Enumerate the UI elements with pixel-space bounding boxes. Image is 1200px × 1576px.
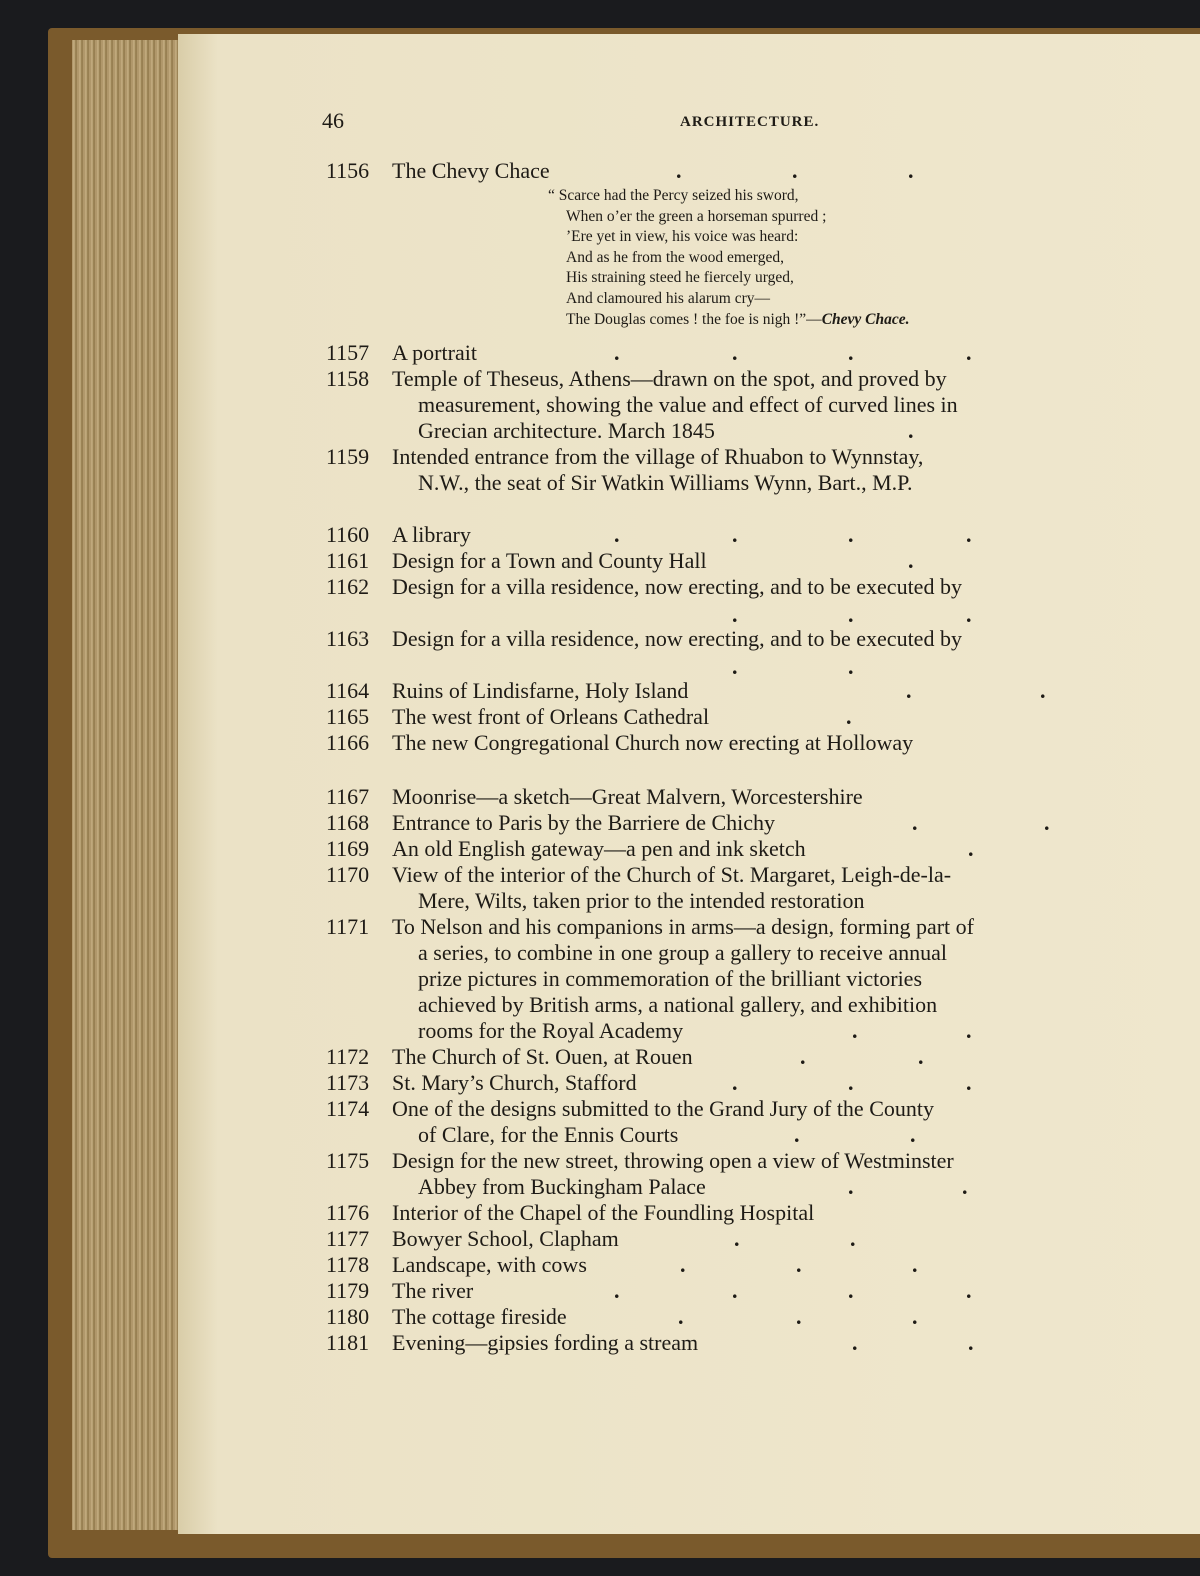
entry-title: Evening—gipsies fording a stream bbox=[392, 1330, 699, 1355]
verse-line: ’Ere yet in view, his voice was heard: bbox=[566, 228, 799, 246]
verse-text: The Douglas comes ! the foe is nigh !”— bbox=[566, 310, 822, 328]
page-content: 46 ARCHITECTURE. 1156 The Chevy Chace . . . “ Scarce had the Percy seized his sword, When o’er the green a horseman spurred ; ’Ere yet in view, his voice was heard: And as he from the wood emerged, His straining steed he fiercely urged, And clamoured his alarum cry— The Douglas comes ! the foe is nigh !”—Chevy Chace. 1157 A portrait . . . . 1158 Temple of Theseus, Athens—drawn on the spot, and proved by measurement, showing the value and effect of curved lines in Grecian architecture. March 1845 . 1159 Intended entrance from the village of Rhuabon to Wynnstay, N.W., the seat of Sir Watkin Williams Wynn, Bart., M.P. 1160 A library . . . . 1161 Design for a Town and County Hall . 1162 Design for a villa residence, now erecting, and to be executed by . . . 1163 Design for a villa residence, now erecting, and to be executed by . . 1164 Ruins of Lindisfarne, Holy Island . . 1165 The west front of Orleans Cathedral . 1166 The new Congregational Church now erecting at Holloway 1167 Moonrise—a sketch—Great Malvern, Worcestershire 1168 Entrance to Paris by the Barriere de Chichy . . 1169 An old English gateway—a pen and ink sketch . 1170 View of the interior of the Church of St. Margaret, Leigh-de-la- Mere, Wilts, taken prior to the intended restoration 1171 To Nelson and his companions in arms—a design, forming part of a series, to combine in one group a gallery to receive annual prize pictures in commemoration of the brilliant victories achieved by British arms, a national gallery, and exhibition rooms for the Royal Academy . . 1172 The Church of St. Ouen, at Rouen . . 1173 St. Mary’s Church, Stafford . . . 1174 One of the designs submitted to the Grand Jury of the County of Clare, for the Ennis Courts . . 1175 Design for the new street, throwing open a view of Westminster Abbey from Buckingham Palace . . 1176 Interior of the Chapel of the Foundling Hospital 1177 Bowyer School, Clapham . . 1178 Landscape, with cows . . . 1179 The river . . . . 1180 The cottage fireside . . . 1181 Evening—gipsies fording a stream . . bbox=[322, 108, 1050, 1355]
entry-title: Ruins of Lindisfarne, Holy Island bbox=[392, 678, 689, 703]
entry-title-continuation: N.W., the seat of Sir Watkin Williams Wynn, Bart., M.P. bbox=[418, 470, 913, 495]
entry-title: One of the designs submitted to the Grand Jury of the County bbox=[392, 1096, 934, 1121]
verse-line: And clamoured his alarum cry— bbox=[566, 289, 771, 307]
entry-title: The Chevy Chace bbox=[392, 158, 550, 183]
entry-title: Bowyer School, Clapham bbox=[392, 1226, 619, 1251]
entry-number: 1176 bbox=[326, 1200, 370, 1225]
verse-line: “ Scarce had the Percy seized his sword, bbox=[548, 187, 799, 204]
entry-title: A portrait bbox=[392, 340, 477, 365]
entry-number: 1173 bbox=[326, 1070, 370, 1095]
entry-number: 1162 bbox=[326, 574, 370, 599]
entry-title: An old English gateway—a pen and ink sketch bbox=[392, 836, 806, 861]
entry-title: The river bbox=[392, 1278, 474, 1303]
entry-title-continuation: rooms for the Royal Academy bbox=[418, 1018, 684, 1043]
entry-title: Entrance to Paris by the Barriere de Chichy bbox=[392, 810, 776, 835]
entry-title: Intended entrance from the village of Rhuabon to Wynnstay, bbox=[392, 444, 924, 469]
entry-number: 1181 bbox=[326, 1330, 370, 1355]
entry-title: The new Congregational Church now erecting at Holloway bbox=[392, 730, 914, 755]
verse-line: When o’er the green a horseman spurred ; bbox=[566, 207, 827, 225]
verse-line: His straining steed he fiercely urged, bbox=[566, 269, 794, 287]
entry-title: St. Mary’s Church, Stafford bbox=[392, 1070, 637, 1095]
entry-number: 1170 bbox=[326, 862, 370, 887]
entry-title: Temple of Theseus, Athens—drawn on the spot, and proved by bbox=[392, 366, 947, 391]
running-head: ARCHITECTURE. bbox=[680, 114, 820, 130]
entry-number: 1157 bbox=[326, 340, 370, 365]
entry-title-continuation: Abbey from Buckingham Palace bbox=[418, 1174, 706, 1199]
entry-title: The cottage fireside bbox=[392, 1304, 567, 1329]
entry-title: Interior of the Chapel of the Foundling Hospital bbox=[392, 1200, 815, 1225]
entry-number: 1164 bbox=[326, 678, 370, 703]
entry-number: 1156 bbox=[326, 158, 370, 183]
entry-title: Design for a Town and County Hall bbox=[392, 548, 707, 573]
page-number: 46 bbox=[322, 108, 344, 133]
entry-number: 1169 bbox=[326, 836, 370, 861]
entry-number: 1178 bbox=[326, 1252, 370, 1277]
entry-title-continuation: Grecian architecture. March 1845 bbox=[418, 418, 715, 443]
entry-title: The Church of St. Ouen, at Rouen bbox=[392, 1044, 693, 1069]
entry-number: 1168 bbox=[326, 810, 370, 835]
entry-number: 1175 bbox=[326, 1148, 370, 1173]
entry-number: 1167 bbox=[326, 784, 370, 809]
entry-title-continuation: achieved by British arms, a national gallery, and exhibition bbox=[418, 992, 938, 1017]
entry-title-continuation: prize pictures in commemoration of the brilliant victories bbox=[418, 966, 923, 991]
entry-number: 1158 bbox=[326, 366, 370, 391]
entry-number: 1174 bbox=[326, 1096, 370, 1121]
entry-number: 1166 bbox=[326, 730, 370, 755]
entry-number: 1180 bbox=[326, 1304, 370, 1329]
entry-title: Landscape, with cows bbox=[392, 1252, 587, 1277]
entry-title-continuation: Mere, Wilts, taken prior to the intended restoration bbox=[418, 888, 865, 913]
entry-title-continuation: a series, to combine in one group a gallery to receive annual bbox=[418, 940, 948, 965]
entry-title: Design for a villa residence, now erecting, and to be executed by bbox=[392, 626, 962, 651]
entry-number: 1159 bbox=[326, 444, 370, 469]
entry-title: The west front of Orleans Cathedral bbox=[392, 704, 710, 729]
entry-title: A library bbox=[392, 522, 471, 547]
entry-number: 1163 bbox=[326, 626, 370, 651]
entry-number: 1179 bbox=[326, 1278, 370, 1303]
entry-title: Design for a villa residence, now erecting, and to be executed by bbox=[392, 574, 962, 599]
entry-number: 1165 bbox=[326, 704, 370, 729]
entry-title: View of the interior of the Church of St. Margaret, Leigh-de-la- bbox=[392, 862, 952, 887]
entry-title: Design for the new street, throwing open a view of Westminster bbox=[392, 1148, 954, 1173]
entry-number: 1171 bbox=[326, 914, 370, 939]
entry-number: 1161 bbox=[326, 548, 370, 573]
entry-title: Moonrise—a sketch—Great Malvern, Worcestershire bbox=[392, 784, 863, 809]
entry-title-continuation: of Clare, for the Ennis Courts bbox=[418, 1122, 679, 1147]
entry-number: 1177 bbox=[326, 1226, 370, 1251]
entry-title-continuation: measurement, showing the value and effect of curved lines in bbox=[418, 392, 958, 417]
verse-line: And as he from the wood emerged, bbox=[566, 248, 784, 266]
entry-title: To Nelson and his companions in arms—a design, forming part of bbox=[392, 914, 974, 939]
entry-number: 1160 bbox=[326, 522, 370, 547]
verse-citation: Chevy Chace. bbox=[821, 310, 910, 328]
entry-number: 1172 bbox=[326, 1044, 370, 1069]
verse-line bbox=[548, 310, 910, 331]
verse-quotation bbox=[548, 186, 910, 330]
